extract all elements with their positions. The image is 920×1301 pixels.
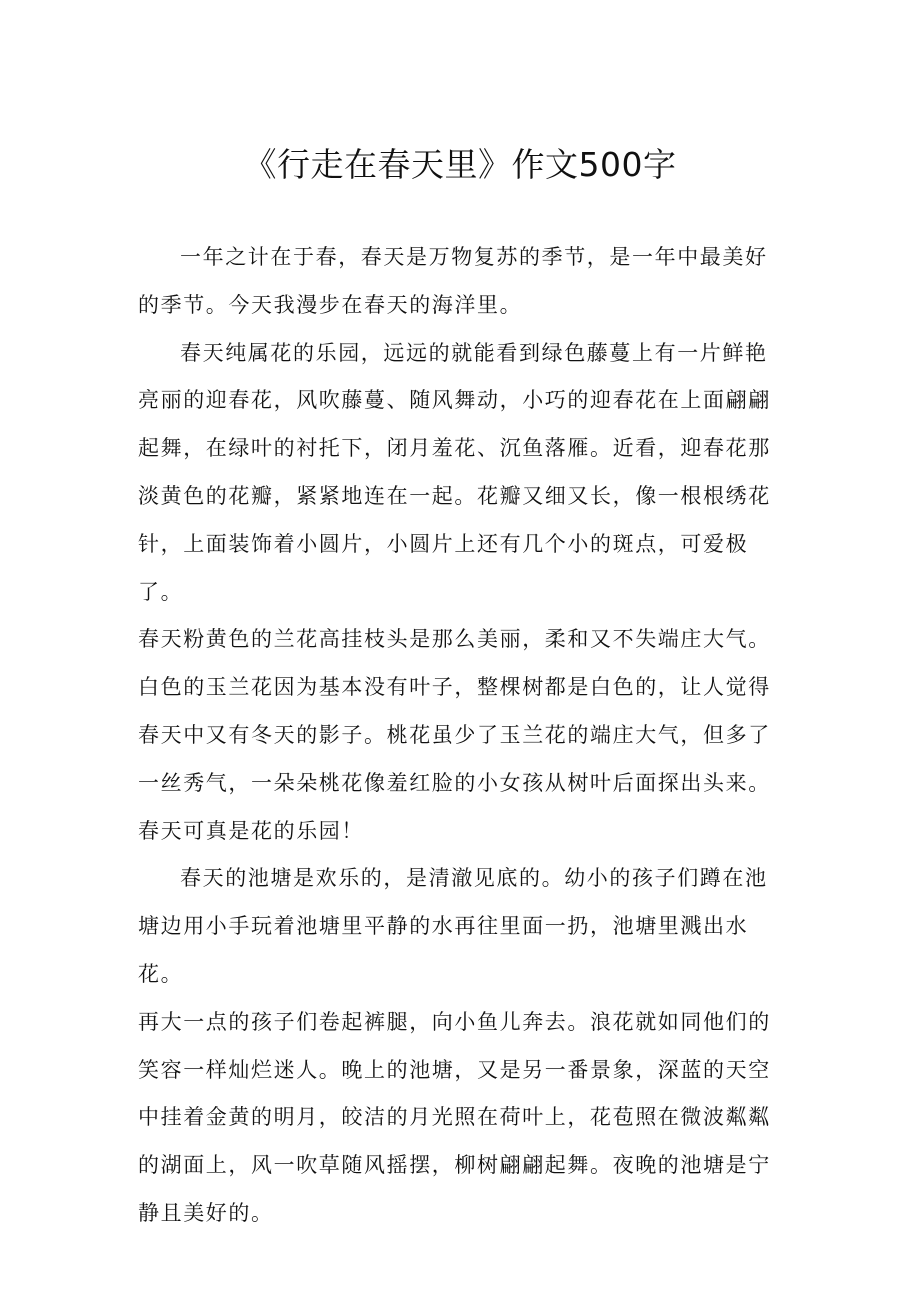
paragraph-line: 塘边用小手玩着池塘里平静的水再往里面一扔，池塘里溅出水花。 [138,914,749,986]
paragraph-line: 起舞，在绿叶的衬托下，闭月羞花、沉鱼落雁。近看，迎春花那 [138,436,771,461]
paragraph-line: 春天中又有冬天的影子。桃花虽少了玉兰花的端庄大气，但多了 [138,722,771,747]
paragraph-line: 亮丽的迎春花，风吹藤蔓、随风舞动，小巧的迎春花在上面翩翩 [138,388,771,413]
paragraph-line: 中挂着金黄的明月，皎洁的月光照在荷叶上，花苞照在微波粼粼 [138,1105,771,1130]
paragraph-line: 淡黄色的花瓣，紧紧地连在一起。花瓣又细又长，像一根根绣花 [138,483,771,508]
paragraph-5 [138,855,788,1237]
document-body [138,234,788,1238]
paragraph-4 [138,664,788,855]
paragraph-line: 一年之计在于春，春天是万物复苏的季节，是一年中最美好 [180,245,768,269]
paragraph-2 [138,330,788,617]
paragraph-line: 春天粉黄色的兰花高挂枝头是那么美丽，柔和又不失端庄大气。 [138,627,771,652]
paragraph-line: 白色的玉兰花因为基本没有叶子，整棵树都是白色的，让人觉得 [138,675,771,700]
paragraph-line: 针，上面装饰着小圆片，小圆片上还有几个小的斑点，可爱极了。 [138,531,749,604]
paragraph-line: 的湖面上，风一吹草随风摇摆，柳树翩翩起舞。夜晚的池塘是宁 [138,1153,771,1178]
paragraph-1 [138,234,788,330]
paragraph-line: 一丝秀气，一朵朵桃花像羞红脸的小女孩从树叶后面探出头来。 [138,770,771,795]
paragraph-3 [138,616,788,664]
document-title: 《行走在春天里》作文500字 [243,145,677,184]
paragraph-line: 笑容一样灿烂迷人。晚上的池塘，又是另一番景象，深蓝的天空 [138,1057,771,1082]
paragraph-line: 春天纯属花的乐园，远远的就能看到绿色藤蔓上有一片鲜艳 [180,340,768,365]
paragraph-line: 的季节。今天我漫步在春天的海洋里。 [138,292,523,317]
paragraph-line: 静且美好的。 [138,1200,274,1225]
paragraph-line: 春天的池塘是欢乐的，是清澈见底的。幼小的孩子们蹲在池 [180,866,768,891]
paragraph-line: 春天可真是花的乐园！ [138,818,364,843]
paragraph-line: 再大一点的孩子们卷起裤腿，向小鱼儿奔去。浪花就如同他们的 [138,1009,771,1034]
